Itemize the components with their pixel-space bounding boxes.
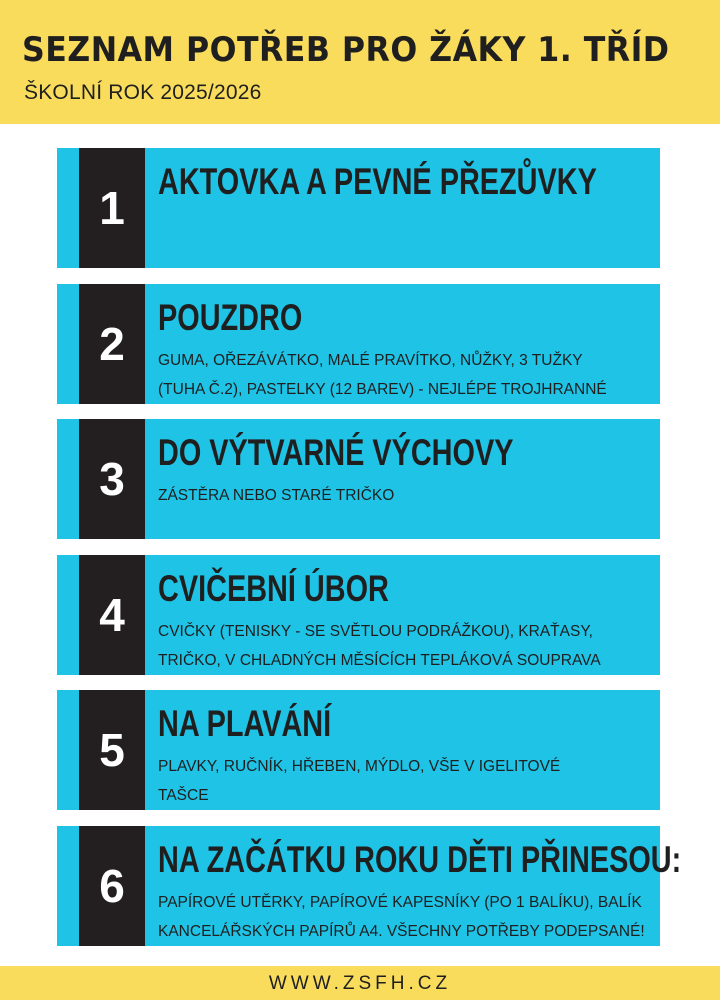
item-number: 6 <box>99 860 125 912</box>
footer-banner <box>0 966 720 1000</box>
website-link[interactable]: WWW.ZSFH.CZ <box>268 973 452 994</box>
item-number: 3 <box>99 453 125 505</box>
list-item-3 <box>57 419 660 539</box>
item-heading: DO VÝTVARNÉ VÝCHOVY <box>158 432 514 473</box>
school-year-subtitle: ŠKOLNÍ ROK 2025/2026 <box>24 81 262 104</box>
list-item-1 <box>57 148 660 268</box>
list-item-5 <box>57 690 660 810</box>
item-description: PAPÍROVÉ UTĚRKY, PAPÍROVÉ KAPESNÍKY (PO 1 BALÍKU), BALÍK KANCELÁŘSKÝCH PAPÍRŮ A4. VŠECHNY POTŘEBY PODEPSANÉ! <box>158 894 645 940</box>
item-number-badge <box>79 284 145 404</box>
item-heading: NA ZAČÁTKU ROKU DĚTI PŘINESOU: <box>158 839 682 880</box>
item-heading: AKTOVKA A PEVNÉ PŘEZŮVKY <box>158 161 597 202</box>
item-number-badge <box>79 826 145 946</box>
page-title: SEZNAM POTŘEB PRO ŽÁKY 1. TŘÍD <box>22 30 670 70</box>
item-heading: NA PLAVÁNÍ <box>158 703 332 744</box>
list-item-6 <box>57 826 682 946</box>
list-item-2 <box>57 284 660 404</box>
item-description: CVIČKY (TENISKY - SE SVĚTLOU PODRÁŽKOU), KRAŤASY, TRIČKO, V CHLADNÝCH MĚSÍCÍCH TEPLÁKOVÁ SOUPRAVA <box>158 623 601 669</box>
header-banner <box>0 0 720 124</box>
item-number: 4 <box>99 589 125 641</box>
item-description: PLAVKY, RUČNÍK, HŘEBEN, MÝDLO, VŠE V IGELITOVÉ TAŠCE <box>158 758 561 804</box>
item-number-badge <box>79 148 145 268</box>
item-number-badge <box>79 419 145 539</box>
item-description: GUMA, OŘEZÁVÁTKO, MALÉ PRAVÍTKO, NŮŽKY, 3 TUŽKY (TUHA Č.2), PASTELKY (12 BAREV) - NEJLÉPE TROJHRANNÉ <box>158 352 607 398</box>
item-heading: CVIČEBNÍ ÚBOR <box>158 568 389 609</box>
item-number-badge <box>79 555 145 675</box>
item-number: 2 <box>99 318 125 370</box>
item-description: ZÁSTĚRA NEBO STARÉ TRIČKO <box>158 487 395 504</box>
item-number: 1 <box>99 182 125 234</box>
item-number: 5 <box>99 724 125 776</box>
item-number-badge <box>79 690 145 810</box>
list-item-4 <box>57 555 660 675</box>
item-heading: POUZDRO <box>158 297 303 338</box>
